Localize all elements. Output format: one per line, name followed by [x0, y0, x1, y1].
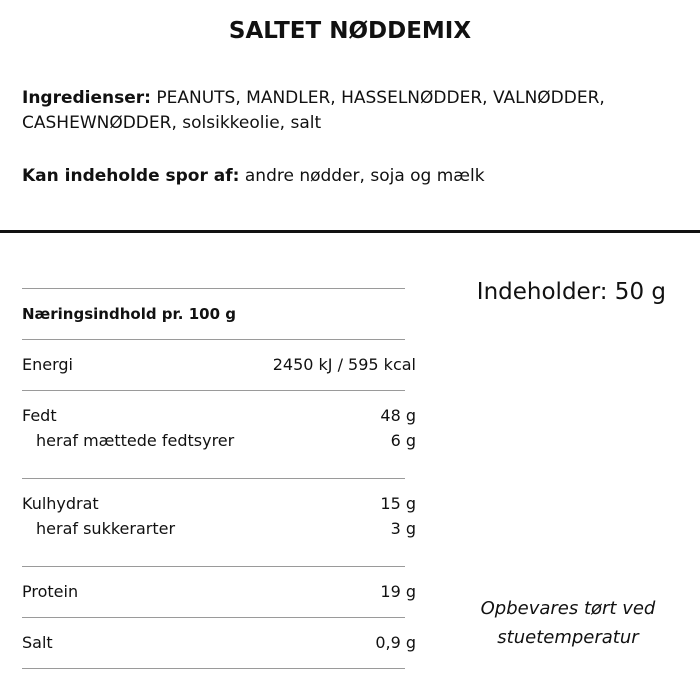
ingredients-text: PEANUTS, MANDLER, HASSELNØDDER, VALNØDDER, CASHEWNØDDER, solsikkeolie, salt: [22, 88, 605, 133]
row-label: Kulhydrat: [22, 494, 99, 513]
table-row-carbs: [22, 491, 416, 566]
row-label: Salt: [22, 633, 53, 652]
table-row-energy: [22, 340, 416, 390]
table-row-fat: [22, 403, 416, 478]
nutrition-table: [22, 288, 416, 669]
allergy-text: andre nødder, soja og mælk: [244, 166, 485, 186]
row-label: Protein: [22, 582, 79, 601]
table-rule: [22, 668, 405, 669]
row-value: 48 g: [380, 406, 416, 425]
table-row-salt: [22, 618, 416, 668]
storage-instructions: Opbevares tørt ved stuetemperatur: [480, 598, 656, 648]
table-row-protein: [22, 567, 416, 617]
product-title: SALTET NØDDEMIX: [228, 18, 472, 44]
row-value: 15 g: [380, 494, 416, 513]
row-sub-value: 3 g: [390, 519, 416, 538]
row-label: Fedt: [22, 406, 57, 425]
row-value: 0,9 g: [375, 633, 416, 652]
ingredients: [22, 86, 682, 136]
table-rule: [22, 478, 405, 479]
net-contents: Indeholder: 50 g: [476, 279, 666, 305]
row-value: 19 g: [380, 582, 416, 601]
nutrition-header: Næringsindhold pr. 100 g: [22, 305, 236, 323]
section-divider: [0, 230, 700, 233]
row-sub-value: 6 g: [390, 431, 416, 450]
row-label: Energi: [22, 355, 73, 374]
allergy-info: [22, 164, 682, 189]
row-sub-label: heraf mættede fedtsyrer: [36, 431, 235, 450]
ingredients-label: Ingredienser:: [22, 88, 151, 108]
row-value: 2450 kJ / 595 kcal: [272, 355, 416, 374]
allergy-label: Kan indeholde spor af:: [22, 166, 240, 186]
row-sub-label: heraf sukkerarter: [36, 519, 176, 538]
table-rule: [22, 390, 405, 391]
